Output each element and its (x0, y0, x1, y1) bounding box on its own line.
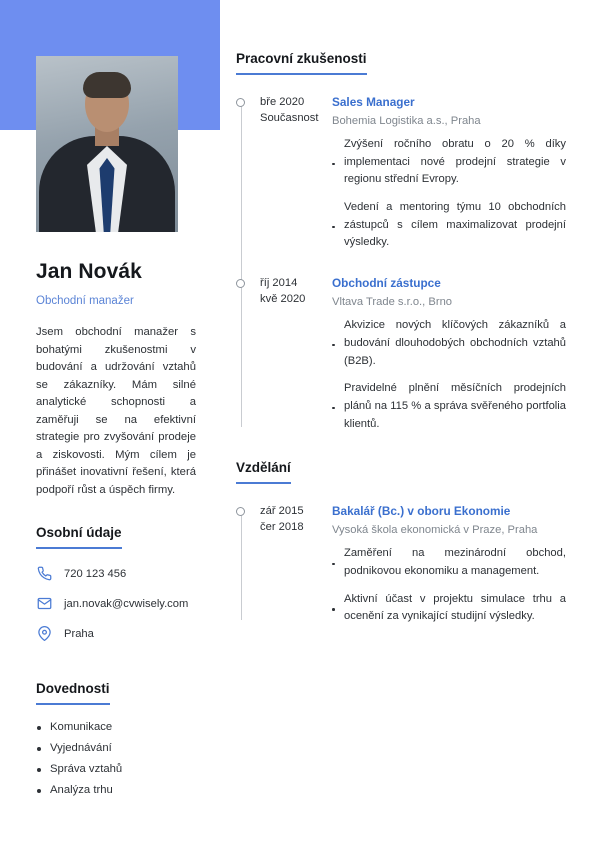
sidebar (36, 56, 210, 812)
education-timeline (236, 504, 566, 626)
page-title: Jan Novák (36, 260, 142, 283)
location-pin-icon (36, 625, 53, 642)
entry-body (332, 504, 566, 626)
contact-list (36, 565, 210, 642)
entry-bullets (332, 317, 566, 433)
list-item: Akvizice nových klíčových zákazníků a budování dlouhodobých obchodních vztahů (B2B). (332, 317, 566, 370)
list-item: Pravidelné plnění měsíčních prodejních plánů na 115 % a správa svěřeného portfolia klientů. (332, 380, 566, 433)
entry-title: Obchodní zástupce (332, 276, 441, 291)
experience-entry (236, 95, 566, 252)
list-item: Aktivní účast v projektu simulace trhu a ocenění za vynikající studijní výsledky. (332, 591, 566, 626)
contact-item-location (36, 625, 210, 642)
entry-title: Bakalář (Bc.) v oboru Ekonomie (332, 504, 511, 519)
list-item: Vyjednávání (36, 742, 210, 754)
entry-date-to: Současnost (260, 111, 319, 124)
entry-date-to: čer 2018 (260, 521, 304, 534)
section-spacer (236, 433, 566, 459)
entry-organization: Vysoká škola ekonomická v Praze, Praha (332, 524, 538, 537)
contact-value-phone: 720 123 456 (64, 567, 127, 580)
entry-date-from: říj 2014 (260, 277, 298, 290)
entry-bullets (332, 136, 566, 252)
section-heading-education: Vzdělání (236, 460, 291, 484)
entry-date-from: bře 2020 (260, 96, 305, 108)
timeline-dot-icon (236, 279, 245, 288)
contact-item-phone (36, 565, 210, 582)
entry-dates (260, 95, 326, 252)
education-entry (236, 504, 566, 626)
entry-dates (260, 504, 326, 626)
main-content (236, 50, 566, 626)
list-item: Vedení a mentoring týmu 10 obchodních zástupců s cílem maximalizovat prodejní výsledky. (332, 199, 566, 252)
section-heading-skills: Dovednosti (36, 681, 110, 705)
contact-value-email: jan.novak@cvwisely.com (64, 597, 189, 610)
entry-date-to: kvě 2020 (260, 293, 306, 306)
list-item: Analýza trhu (36, 784, 210, 796)
entry-dates (260, 276, 326, 433)
timeline-dot-icon (236, 98, 245, 107)
list-item: Zaměření na mezinárodní obchod, podnikovou ekonomiku a management. (332, 545, 566, 580)
phone-icon (36, 565, 53, 582)
job-title: Obchodní manažer (36, 295, 134, 307)
avatar (36, 56, 178, 232)
contact-item-email (36, 595, 210, 612)
avatar-hair (83, 72, 131, 98)
experience-timeline (236, 95, 566, 433)
entry-organization: Vltava Trade s.r.o., Brno (332, 296, 453, 309)
section-heading-experience: Pracovní zkušenosti (236, 51, 367, 75)
skills-list (36, 721, 210, 796)
list-item: Komunikace (36, 721, 210, 733)
list-item: Zvýšení ročního obratu o 20 % díky implementaci nové prodejní strategie v regionu střední Evropy. (332, 136, 566, 189)
experience-entry (236, 276, 566, 433)
envelope-icon (36, 595, 53, 612)
entry-body (332, 276, 566, 433)
entry-title: Sales Manager (332, 95, 415, 109)
timeline-dot-icon (236, 507, 245, 516)
entry-body (332, 95, 566, 252)
profile-summary: Jsem obchodní manažer s bohatými zkušenostmi v budování a udržování vztahů se zákazníky. Mám silné analytické schopnosti a zaměřuji se na efektivní strategie pro zvyšování prodeje a ziskovosti. Mým cílem je přinášet inovativní řešení, která podpoří růst a úspěch firmy. (36, 326, 196, 496)
entry-organization: Bohemia Logistika a.s., Praha (332, 115, 481, 127)
section-heading-personal: Osobní údaje (36, 525, 122, 549)
entry-bullets (332, 545, 566, 626)
contact-value-location: Praha (64, 627, 94, 640)
list-item: Správa vztahů (36, 763, 210, 775)
entry-date-from: zář 2015 (260, 505, 304, 518)
